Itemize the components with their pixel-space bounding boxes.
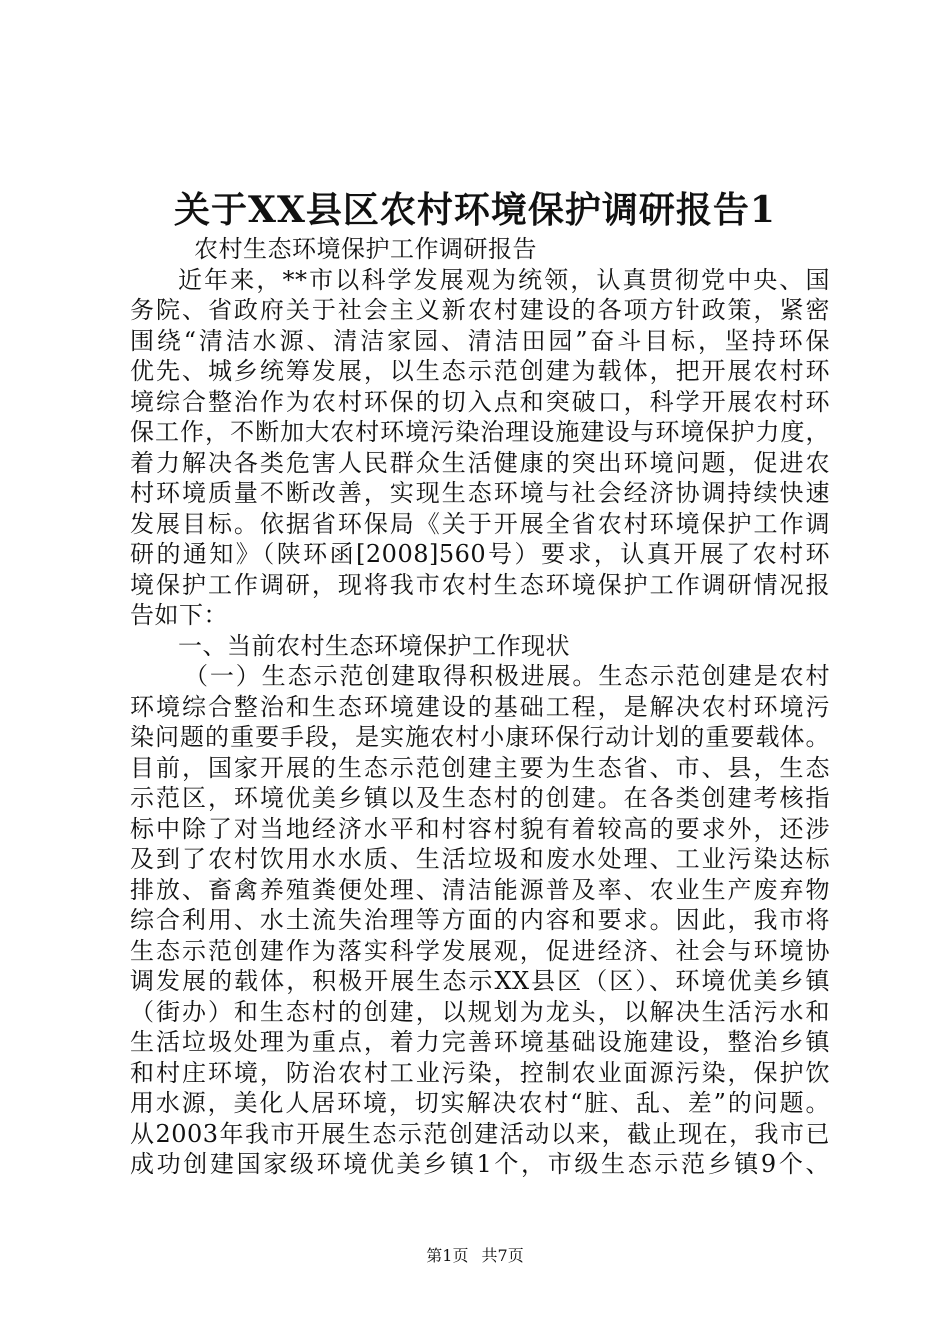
text-line: 和村庄环境，防治农村工业污染，控制农业面源污染，保护饮 xyxy=(130,1058,830,1087)
text-line: 染问题的重要手段，是实施农村小康环保行动计划的重要载体。 xyxy=(130,723,830,751)
page-number: 第1页 xyxy=(426,1246,469,1265)
text-line: 围绕“清洁水源、清洁家园、清洁田园”奋斗目标，坚持环保 xyxy=(130,326,830,355)
text-line: 生活垃圾处理为重点，着力完善环境基础设施建设，整治乡镇 xyxy=(130,1028,830,1056)
text-line: 用水源，美化人居环境，切实解决农村“脏、乱、差”的问题。 xyxy=(130,1089,830,1117)
text-line: 标中除了对当地经济水平和村容村貌有着较高的要求外，还涉 xyxy=(130,814,830,843)
section-heading: 一、当前农村生态环境保护工作现状 xyxy=(178,631,570,660)
text-line: 境综合整治作为农村环保的切入点和突破口，科学开展农村环 xyxy=(130,387,830,416)
page-total: 共7页 xyxy=(481,1246,524,1265)
text-line: 保工作，不断加大农村环境污染治理设施建设与环境保护力度， xyxy=(130,418,830,446)
text-line: 境保护工作调研，现将我市农村生态环境保护工作调研情况报 xyxy=(130,570,830,599)
text-line: 排放、畜禽养殖粪便处理、清洁能源普及率、农业生产废弃物 xyxy=(130,875,830,904)
text-line: 从2003年我市开展生态示范创建活动以来，截止现在，我市已 xyxy=(130,1119,830,1148)
text-line: 着力解决各类危害人民群众生活健康的突出环境问题，促进农 xyxy=(130,448,830,477)
text-line: 综合利用、水土流失治理等方面的内容和要求。因此，我市将 xyxy=(130,906,830,934)
text-line: 目前，国家开展的生态示范创建主要为生态省、市、县，生态 xyxy=(130,753,830,782)
text-line: （街办）和生态村的创建，以规划为龙头，以解决生活污水和 xyxy=(130,997,830,1026)
document-title: 关于XX县区农村环境保护调研报告1 xyxy=(174,189,776,231)
text-line: 农村生态环境保护工作调研报告 xyxy=(194,235,537,263)
text-line: 优先、城乡统筹发展，以生态示范创建为载体，把开展农村环 xyxy=(130,357,830,385)
document-body xyxy=(130,234,830,1180)
text-line: 务院、省政府关于社会主义新农村建设的各项方针政策，紧密 xyxy=(130,296,830,324)
text-line: 及到了农村饮用水水质、生活垃圾和废水处理、工业污染达标 xyxy=(130,845,830,873)
text-line: 村环境质量不断改善，实现生态环境与社会经济协调持续快速 xyxy=(130,479,830,507)
text-line: 近年来，**市以科学发展观为统领，认真贯彻党中央、国 xyxy=(178,265,830,294)
text-line: 研的通知》（陕环函[2008]560号）要求，认真开展了农村环 xyxy=(130,540,830,568)
text-line: 发展目标。依据省环保局《关于开展全省农村环境保护工作调 xyxy=(130,509,830,538)
text-line: 调发展的载体，积极开展生态示XX县区（区）、环境优美乡镇 xyxy=(130,967,830,995)
text-line: 告如下： xyxy=(130,601,228,629)
page-footer xyxy=(0,1246,950,1266)
text-line: 生态示范创建作为落实科学发展观，促进经济、社会与环境协 xyxy=(130,936,830,965)
text-line: （一）生态示范创建取得积极进展。生态示范创建是农村 xyxy=(184,662,830,690)
text-line: 环境综合整治和生态环境建设的基础工程，是解决农村环境污 xyxy=(130,692,830,721)
text-line: 示范区，环境优美乡镇以及生态村的创建。在各类创建考核指 xyxy=(130,784,830,812)
text-line: 成功创建国家级环境优美乡镇1个，市级生态示范乡镇9个、 xyxy=(130,1150,830,1178)
